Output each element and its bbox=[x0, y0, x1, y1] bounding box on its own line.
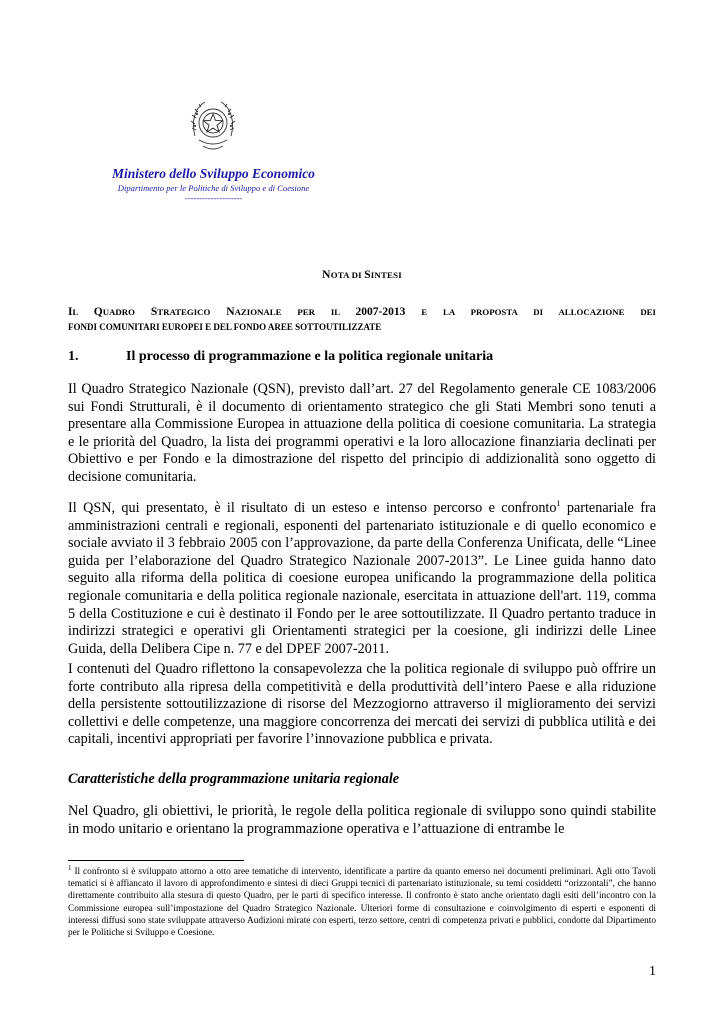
paragraph-2-part-2: partenariale fra amministrazioni centrali e regionali, esponenti del partenariato istituzionale e di quello economico e sociale avviato il 3 febbraio 2005 con l’approvazione, da parte della Conferenza Unificata, delle “Linee guida per l’elaborazione del Quadro Strategico Nazionale 2007-2013”. Le Linee guida hanno dato seguito alla riforma della politica di coesione europea unificando la programmazione della politica regionale comunitaria e della politica regionale nazionale, esercitata in attuazione dell'art. 119, comma 5 della Costituzione e cui è destinato il Fondo per le aree sottoutilizzate. Il Quadro pertanto traduce in indirizzi strategici e operativi gli Orientamenti strategici per la coesione, gli indirizzi delle Linee Guida, della Delibera Cipe n. 77 e del DPEF 2007-2011. bbox=[68, 500, 656, 657]
sintesi-rest: INTESI bbox=[370, 270, 402, 280]
title-segment: E LA PROPOSTA DI ALLOCAZIONE DEI bbox=[405, 307, 656, 317]
paragraph-2-part-1: Il QSN, qui presentato, è il risultato di un esteso e intenso percorso e confronto bbox=[68, 500, 557, 516]
title-segment: AZIONALE PER IL bbox=[234, 307, 356, 317]
paragraph-4: Nel Quadro, gli obiettivi, le priorità, le regole della politica regionale di sviluppo sono quindi stabilite in modo unitario e orientano la programmazione operativa e l’attuazione di entrambe le bbox=[68, 803, 656, 837]
header-dash-line: -------------------- bbox=[184, 193, 243, 203]
paragraph-3: I contenuti del Quadro riflettono la consapevolezza che la politica regionale di sviluppo può offrire un forte contributo alla ripresa della competitività e della produttività dell’intero Paese e alla riduzione della persistente sottoutilizzazione di risorse del Mezzogiorno attraverso il miglioramento dei servizi collettivi e delle competenze, una maggiore concorrenza dei mercati dei servizi di pubblica utilità e dei capitali, incentivi appropriati per favorire l’innovazione pubblica e privata. bbox=[68, 661, 656, 748]
title-segment: Q bbox=[93, 306, 103, 318]
footnote-text: Il confronto si è sviluppato attorno a otto aree tematiche di intervento, identificate a partire da quanto emerso nei documenti preliminari. Agli otto Tavoli tematici si è affiancato il lavoro di approfondimento e sintesi di dieci Gruppi tecnici di partenariato istituzionale, su temi cosiddetti “orizzontali”, che hanno direttamente contribuito alla stesura di questo Quadro, per le parti di specifico interesse. Il confronto è stato anche orientato dagli esiti dell’incontro con la Commissione europea sull’impostazione del Quadro Strategico Nazionale. Ulteriori forme di consultazione e coinvolgimento di esperti e esponenti di interessi diffusi sono state sviluppate attraverso Audizioni mirate con esperti, terzo settore, centri di competenza privati e pubblici, condotte dal Dipartimento per le Politiche si Sviluppo e Coesione. bbox=[68, 867, 656, 939]
italian-republic-emblem-icon bbox=[187, 96, 239, 156]
title-segment: S bbox=[150, 306, 158, 318]
title-segment: UADRO bbox=[102, 307, 151, 317]
footnote-marker: 1 bbox=[68, 864, 72, 872]
footnote-separator bbox=[68, 860, 244, 861]
document-title-line-1 bbox=[68, 306, 656, 318]
title-segment: N bbox=[226, 306, 235, 318]
page-number: 1 bbox=[649, 964, 656, 979]
footnote-1 bbox=[68, 866, 656, 939]
title-segment: I bbox=[68, 306, 73, 318]
section-1-heading bbox=[68, 349, 493, 365]
paragraph-1: Il Quadro Strategico Nazionale (QSN), previsto dall’art. 27 del Regolamento generale CE 1083/2006 sui Fondi Strutturali, è il documento di orientamento strategico che gli Stati Membri sono tenuti a presentare alla Commissione Europea in attuazione della politica di coesione comunitaria. La strategia e le priorità del Quadro, la lista dei programmi operativi e la loro allocazione finanziaria declinati per Obiettivo e per Fondo e la dimostrazione del rispetto del principio di addizionalità sono oggetto di decisione comunitaria. bbox=[68, 381, 656, 485]
nota-di-sintesi-heading bbox=[0, 269, 724, 281]
title-segment: L bbox=[72, 307, 94, 317]
document-title-line-2: FONDI COMUNITARI EUROPEI E DEL FONDO AREE SOTTOUTILIZZATE bbox=[68, 322, 382, 332]
footnote-reference[interactable]: 1 bbox=[556, 499, 561, 508]
nota-rest: OTA DI bbox=[330, 270, 365, 280]
nota-letter-n: N bbox=[322, 269, 331, 281]
paragraph-2 bbox=[68, 500, 656, 658]
section-title: Il processo di programmazione e la politica regionale unitaria bbox=[126, 349, 494, 364]
title-segment: 2007-2013 bbox=[355, 306, 406, 318]
ministry-name: Ministero dello Sviluppo Economico bbox=[112, 166, 315, 181]
sintesi-letter-s: S bbox=[364, 269, 371, 281]
subheading-caratteristiche: Caratteristiche della programmazione unitaria regionale bbox=[68, 771, 400, 787]
section-number: 1. bbox=[68, 349, 79, 364]
department-name: Dipartimento per le Politiche di Sviluppo e di Coesione bbox=[117, 183, 310, 193]
title-segment: TRATEGICO bbox=[157, 307, 227, 317]
